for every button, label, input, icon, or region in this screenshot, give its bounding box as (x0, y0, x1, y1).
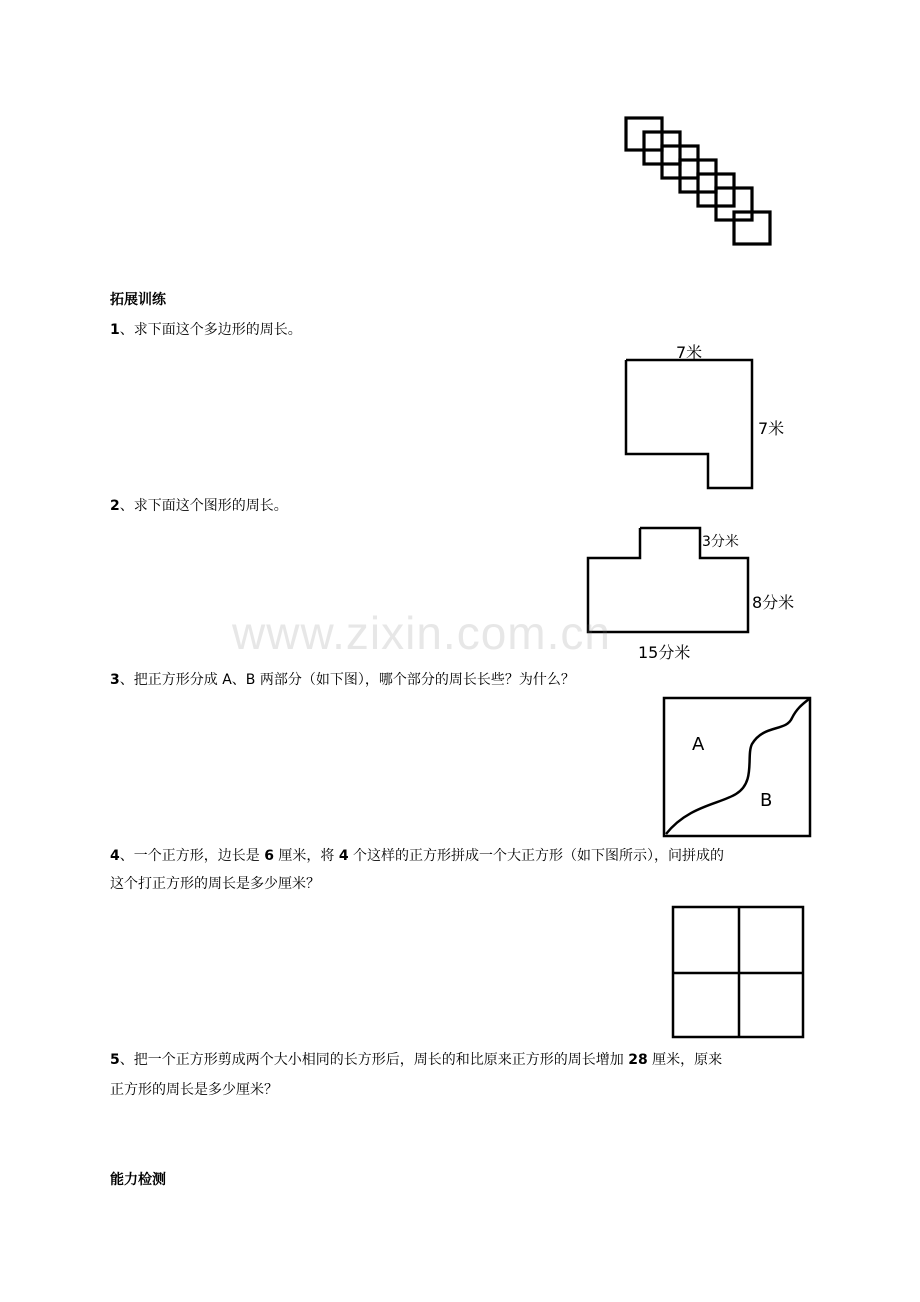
section-title-ability: 能力检测 (110, 1172, 166, 1188)
question-5 (110, 1050, 722, 1070)
question-number: 3 (110, 672, 120, 688)
question-separator: 、 (119, 848, 134, 864)
region-b-label: B (760, 790, 773, 811)
question-text: 求下面这个图形的周长。 (133, 498, 288, 514)
section-title-extension: 拓展训练 (110, 292, 166, 308)
question-text-part: 厘米，将 (273, 848, 339, 864)
question-number: 5 (110, 1052, 120, 1068)
question-number: 1 (110, 322, 120, 338)
question-4-line-2: 这个打正方形的周长是多少厘米？ (110, 876, 320, 892)
question-separator: 、 (119, 1052, 134, 1068)
question-text: 求下面这个多边形的周长。 (133, 322, 302, 338)
cross-shape-bottom-label: 15分米 (638, 643, 691, 662)
question-number: 4 (110, 848, 120, 864)
polygon-figure (620, 342, 800, 492)
question-3 (110, 670, 575, 690)
staircase-squares-figure (620, 112, 780, 252)
question-1 (110, 320, 302, 340)
divided-square-figure (660, 694, 814, 840)
region-a-label: A (692, 734, 705, 755)
question-number-value: 6 (264, 848, 274, 864)
question-separator: 、 (119, 322, 134, 338)
polygon-right-label: 7米 (758, 419, 785, 438)
question-text-part: 个这样的正方形拼成一个大正方形（如下图所示），问拼成的 (348, 848, 725, 864)
question-text-part: 一个正方形，边长是 (133, 848, 265, 864)
cross-shape-right-label: 8分米 (752, 593, 795, 612)
question-separator: 、 (119, 498, 134, 514)
cross-shape-top-label: 3分米 (702, 534, 739, 550)
question-5-line-2: 正方形的周长是多少厘米？ (110, 1082, 278, 1098)
question-number-value: 28 (628, 1052, 648, 1068)
question-text-part: 把一个正方形剪成两个大小相同的长方形后，周长的和比原来正方形的周长增加 (133, 1052, 629, 1068)
question-separator: 、 (119, 672, 134, 688)
polygon-top-label: 7米 (676, 343, 703, 362)
question-number-value: 4 (338, 848, 349, 864)
question-4 (110, 846, 724, 866)
question-text: 把正方形分成 A、B 两部分（如下图），哪个部分的周长长些？为什么？ (133, 672, 575, 688)
watermark: www.zixin.com.cn (232, 607, 611, 659)
four-squares-figure (668, 902, 810, 1042)
question-number: 2 (110, 498, 120, 514)
question-text-part: 厘米，原来 (647, 1052, 723, 1068)
question-2 (110, 496, 288, 516)
cross-shape-figure (582, 522, 812, 664)
